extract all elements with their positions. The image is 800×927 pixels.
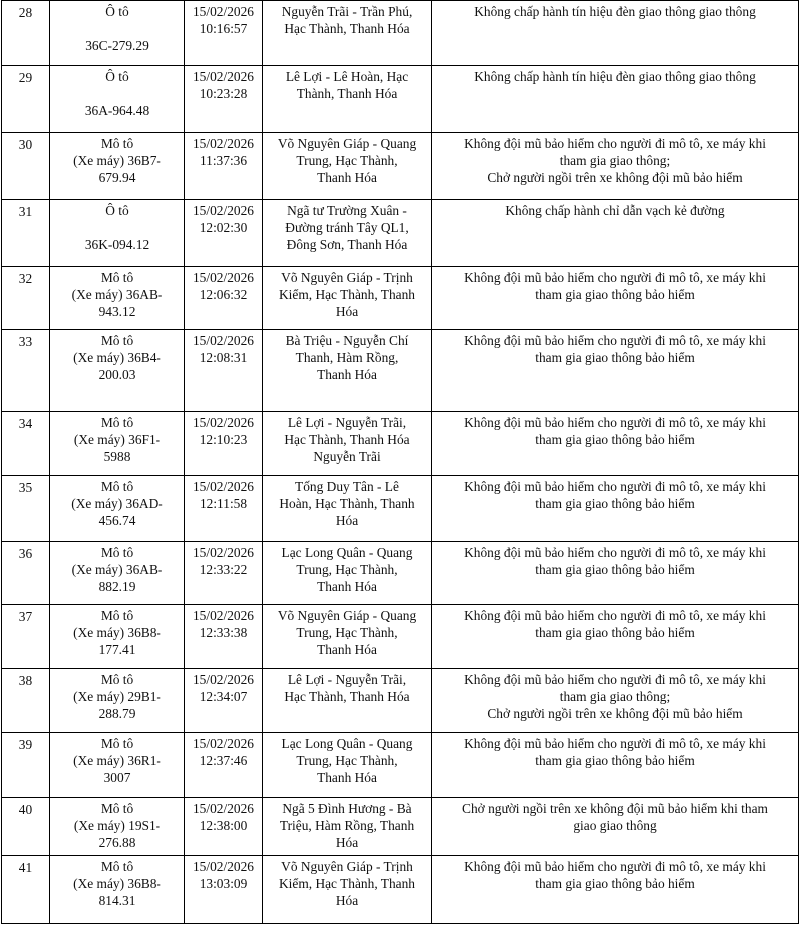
location-cell (263, 542, 432, 605)
violation-date: 15/02/2026 (192, 4, 254, 19)
location-line: Trung, Hạc Thành, (296, 625, 398, 640)
location-cell (263, 330, 432, 412)
table-row (2, 542, 799, 605)
table-row (2, 66, 799, 133)
violation-cell (432, 476, 799, 542)
vehicle-plate-cell (50, 133, 185, 200)
violation-time: 10:23:28 (199, 86, 248, 101)
row-number-cell: 30 (2, 133, 50, 200)
violation-time: 12:34:07 (199, 689, 248, 704)
violation-line: giao giao thông (573, 818, 657, 833)
location-line: Triệu, Hàm Rồng, Thanh (279, 818, 415, 833)
datetime-cell (185, 412, 263, 476)
violation-cell (432, 669, 799, 733)
violation-cell (432, 605, 799, 669)
location-cell (263, 267, 432, 330)
location-cell (263, 476, 432, 542)
violation-date: 15/02/2026 (192, 415, 254, 430)
location-line: Thanh Hóa (317, 579, 377, 594)
row-number-cell: 31 (2, 200, 50, 267)
location-line: Lạc Long Quân - Quang (281, 545, 413, 560)
violation-line: Không đội mũ bảo hiểm cho người đi mô tô, xe máy khi (464, 672, 766, 687)
location-cell (263, 133, 432, 200)
violation-cell (432, 856, 799, 924)
vehicle-line: 5988 (103, 449, 131, 464)
vehicle-line: 3007 (103, 770, 131, 785)
violation-time: 13:03:09 (199, 876, 248, 891)
vehicle-line: Mô tô (100, 608, 134, 623)
location-line: Đông Sơn, Thanh Hóa (286, 237, 408, 252)
violation-time: 12:08:31 (199, 350, 248, 365)
vehicle-line (53, 20, 181, 37)
vehicle-line: 943.12 (98, 304, 136, 319)
location-line: Võ Nguyên Giáp - Quang (277, 608, 417, 623)
violation-time: 11:37:36 (199, 153, 248, 168)
datetime-cell (185, 798, 263, 856)
location-line: Thanh Hóa (317, 367, 377, 382)
violation-line: Không đội mũ bảo hiểm cho người đi mô tô, xe máy khi (464, 415, 766, 430)
datetime-cell (185, 330, 263, 412)
violation-date: 15/02/2026 (192, 859, 254, 874)
violation-line: Không đội mũ bảo hiểm cho người đi mô tô, xe máy khi (464, 136, 766, 151)
table-row (2, 669, 799, 733)
violation-date: 15/02/2026 (192, 736, 254, 751)
table-row (2, 856, 799, 924)
violation-time: 12:33:22 (199, 562, 248, 577)
violation-time: 12:33:38 (199, 625, 248, 640)
violation-date: 15/02/2026 (192, 801, 254, 816)
violation-line: Chở người ngồi trên xe không đội mũ bảo hiểm (487, 706, 743, 721)
violation-time: 10:16:57 (199, 21, 248, 36)
table-row (2, 133, 799, 200)
violation-line: Không chấp hành tín hiệu đèn giao thông giao thông (474, 4, 756, 19)
violation-line: tham gia giao thông bảo hiểm (535, 496, 695, 511)
violation-line: tham gia giao thông; (559, 153, 671, 168)
row-number-cell: 37 (2, 605, 50, 669)
violation-cell (432, 200, 799, 267)
table-row (2, 1, 799, 66)
vehicle-plate-cell (50, 200, 185, 267)
violation-line: tham gia giao thông bảo hiểm (535, 432, 695, 447)
vehicle-line: Mô tô (100, 859, 134, 874)
violation-line: Chở người ngồi trên xe không đội mũ bảo hiểm khi tham (462, 801, 768, 816)
datetime-cell (185, 856, 263, 924)
datetime-cell (185, 476, 263, 542)
datetime-cell (185, 1, 263, 66)
table-body (2, 1, 799, 924)
violation-cell (432, 733, 799, 798)
table-row (2, 605, 799, 669)
table-row (2, 476, 799, 542)
location-line: Thanh Hóa (317, 770, 377, 785)
datetime-cell (185, 267, 263, 330)
table-row (2, 412, 799, 476)
row-number-cell: 41 (2, 856, 50, 924)
location-cell (263, 798, 432, 856)
location-cell (263, 66, 432, 133)
vehicle-line (53, 85, 181, 102)
vehicle-line: Ô tô (105, 203, 129, 218)
violation-date: 15/02/2026 (192, 479, 254, 494)
vehicle-line: 882.19 (98, 579, 136, 594)
violation-line: tham gia giao thông bảo hiểm (535, 876, 695, 891)
violation-time: 12:10:23 (199, 432, 248, 447)
location-line: Thành, Thanh Hóa (296, 86, 398, 101)
row-number-cell: 32 (2, 267, 50, 330)
location-line: Đường tránh Tây QL1, (285, 220, 409, 235)
violation-line: tham gia giao thông bảo hiểm (535, 753, 695, 768)
location-line: Hóa (335, 304, 359, 319)
vehicle-plate-cell (50, 476, 185, 542)
row-number-cell: 35 (2, 476, 50, 542)
location-cell (263, 200, 432, 267)
vehicle-line: (Xe máy) 36F1- (73, 432, 161, 447)
location-line: Nguyễn Trãi (313, 449, 381, 464)
violation-cell (432, 330, 799, 412)
violation-date: 15/02/2026 (192, 608, 254, 623)
vehicle-line: Mô tô (100, 479, 134, 494)
violation-line: Không đội mũ bảo hiểm cho người đi mô tô, xe máy khi (464, 545, 766, 560)
vehicle-line: Ô tô (105, 4, 129, 19)
row-number-cell: 38 (2, 669, 50, 733)
datetime-cell (185, 605, 263, 669)
violation-cell (432, 66, 799, 133)
vehicle-plate-cell (50, 412, 185, 476)
location-line: Hóa (335, 893, 359, 908)
location-line: Kiểm, Hạc Thành, Thanh (279, 876, 415, 891)
vehicle-line (53, 219, 181, 236)
vehicle-line: (Xe máy) 36AB- (71, 287, 163, 302)
vehicle-line: 814.31 (98, 893, 136, 908)
violation-line: Không đội mũ bảo hiểm cho người đi mô tô, xe máy khi (464, 608, 766, 623)
violation-time: 12:06:32 (199, 287, 248, 302)
vehicle-line: (Xe máy) 36B7- (73, 153, 161, 168)
violation-line: tham gia giao thông bảo hiểm (535, 287, 695, 302)
vehicle-line: 288.79 (98, 706, 136, 721)
location-line: Hạc Thành, Thanh Hóa (284, 432, 410, 447)
violation-cell (432, 542, 799, 605)
violation-line: tham gia giao thông bảo hiểm (535, 350, 695, 365)
violation-time: 12:11:58 (199, 496, 248, 511)
vehicle-plate-cell (50, 733, 185, 798)
location-line: Lê Lợi - Lê Hoàn, Hạc (285, 69, 409, 84)
row-number-cell: 29 (2, 66, 50, 133)
vehicle-line: Mô tô (100, 333, 134, 348)
datetime-cell (185, 733, 263, 798)
vehicle-line: (Xe máy) 36R1- (73, 753, 161, 768)
location-line: Võ Nguyên Giáp - Trịnh (281, 270, 413, 285)
table-row (2, 798, 799, 856)
location-line: Lê Lợi - Nguyễn Trãi, (287, 415, 407, 430)
violation-cell (432, 798, 799, 856)
location-line: Ngã tư Trường Xuân - (287, 203, 407, 218)
vehicle-plate-cell (50, 267, 185, 330)
location-line: Lạc Long Quân - Quang (281, 736, 413, 751)
violation-cell (432, 267, 799, 330)
location-line: Trung, Hạc Thành, (296, 153, 398, 168)
vehicle-plate-cell (50, 605, 185, 669)
violation-time: 12:37:46 (199, 753, 248, 768)
vehicle-plate-cell (50, 856, 185, 924)
vehicle-plate-cell (50, 669, 185, 733)
violation-line: Không đội mũ bảo hiểm cho người đi mô tô, xe máy khi (464, 333, 766, 348)
vehicle-line: Mô tô (100, 801, 134, 816)
violation-date: 15/02/2026 (192, 270, 254, 285)
violation-time: 12:38:00 (199, 818, 248, 833)
vehicle-line: (Xe máy) 36B8- (73, 876, 161, 891)
vehicle-plate-cell (50, 798, 185, 856)
location-line: Thanh, Hàm Rồng, (295, 350, 399, 365)
vehicle-line: 36A-964.48 (84, 103, 150, 118)
vehicle-line: Mô tô (100, 545, 134, 560)
location-line: Nguyễn Trãi - Trần Phú, (281, 4, 413, 19)
table-row (2, 733, 799, 798)
location-line: Kiểm, Hạc Thành, Thanh (279, 287, 415, 302)
vehicle-line: 36K-094.12 (84, 237, 150, 252)
row-number-cell: 34 (2, 412, 50, 476)
violation-line: Chở người ngồi trên xe không đội mũ bảo hiểm (487, 170, 743, 185)
location-cell (263, 1, 432, 66)
vehicle-plate-cell (50, 1, 185, 66)
datetime-cell (185, 669, 263, 733)
vehicle-line: Ô tô (105, 69, 129, 84)
violation-date: 15/02/2026 (192, 136, 254, 151)
vehicle-plate-cell (50, 66, 185, 133)
vehicle-line: (Xe máy) 29B1- (73, 689, 161, 704)
vehicle-line: (Xe máy) 36B8- (73, 625, 161, 640)
location-line: Võ Nguyên Giáp - Trịnh (281, 859, 413, 874)
location-line: Thanh Hóa (317, 170, 377, 185)
vehicle-line: Mô tô (100, 136, 134, 151)
violation-date: 15/02/2026 (192, 333, 254, 348)
violation-line: tham gia giao thông bảo hiểm (535, 625, 695, 640)
violation-line: tham gia giao thông; (559, 689, 671, 704)
location-line: Hóa (335, 835, 359, 850)
row-number-cell: 33 (2, 330, 50, 412)
location-line: Trung, Hạc Thành, (296, 562, 398, 577)
vehicle-line: 177.41 (98, 642, 136, 657)
location-line: Hạc Thành, Thanh Hóa (284, 21, 410, 36)
vehicle-line: (Xe máy) 36B4- (73, 350, 161, 365)
row-number-cell: 28 (2, 1, 50, 66)
location-line: Võ Nguyên Giáp - Quang (277, 136, 417, 151)
location-cell (263, 669, 432, 733)
location-cell (263, 605, 432, 669)
violation-date: 15/02/2026 (192, 69, 254, 84)
violation-cell (432, 412, 799, 476)
violation-date: 15/02/2026 (192, 203, 254, 218)
location-cell (263, 733, 432, 798)
violation-line: Không chấp hành chỉ dẫn vạch kẻ đường (505, 203, 725, 218)
row-number-cell: 36 (2, 542, 50, 605)
location-line: Trung, Hạc Thành, (296, 753, 398, 768)
violations-table (1, 0, 799, 924)
violation-cell (432, 1, 799, 66)
location-line: Ngã 5 Đình Hương - Bà (282, 801, 412, 816)
table-row (2, 330, 799, 412)
vehicle-line: 276.88 (98, 835, 136, 850)
violation-time: 12:02:30 (199, 220, 248, 235)
violation-line: Không chấp hành tín hiệu đèn giao thông giao thông (474, 69, 756, 84)
location-line: Hạc Thành, Thanh Hóa (284, 689, 410, 704)
violation-line: Không đội mũ bảo hiểm cho người đi mô tô, xe máy khi (464, 479, 766, 494)
vehicle-line: Mô tô (100, 270, 134, 285)
violation-line: Không đội mũ bảo hiểm cho người đi mô tô, xe máy khi (464, 859, 766, 874)
location-line: Bà Triệu - Nguyễn Chí (285, 333, 409, 348)
location-line: Thanh Hóa (317, 642, 377, 657)
vehicle-plate-cell (50, 330, 185, 412)
row-number-cell: 39 (2, 733, 50, 798)
vehicle-line: 679.94 (98, 170, 136, 185)
violation-cell (432, 133, 799, 200)
location-line: Hoàn, Hạc Thành, Thanh (279, 496, 415, 511)
violation-line: tham gia giao thông bảo hiểm (535, 562, 695, 577)
datetime-cell (185, 66, 263, 133)
table-row (2, 267, 799, 330)
vehicle-line: Mô tô (100, 736, 134, 751)
violation-line: Không đội mũ bảo hiểm cho người đi mô tô, xe máy khi (464, 270, 766, 285)
violation-date: 15/02/2026 (192, 672, 254, 687)
vehicle-line: 200.03 (98, 367, 136, 382)
violation-date: 15/02/2026 (192, 545, 254, 560)
datetime-cell (185, 133, 263, 200)
vehicle-line: Mô tô (100, 415, 134, 430)
vehicle-line: (Xe máy) 36AD- (71, 496, 163, 511)
vehicle-plate-cell (50, 542, 185, 605)
location-cell (263, 412, 432, 476)
vehicle-line: 36C-279.29 (85, 38, 149, 53)
location-line: Tống Duy Tân - Lê (295, 479, 399, 494)
table-row (2, 200, 799, 267)
vehicle-line: (Xe máy) 19S1- (73, 818, 161, 833)
violation-line: Không đội mũ bảo hiểm cho người đi mô tô, xe máy khi (464, 736, 766, 751)
location-line: Lê Lợi - Nguyễn Trãi, (287, 672, 407, 687)
location-cell (263, 856, 432, 924)
row-number-cell: 40 (2, 798, 50, 856)
vehicle-line: 456.74 (98, 513, 136, 528)
datetime-cell (185, 200, 263, 267)
vehicle-line: Mô tô (100, 672, 134, 687)
vehicle-line: (Xe máy) 36AB- (71, 562, 163, 577)
location-line: Hóa (335, 513, 359, 528)
datetime-cell (185, 542, 263, 605)
